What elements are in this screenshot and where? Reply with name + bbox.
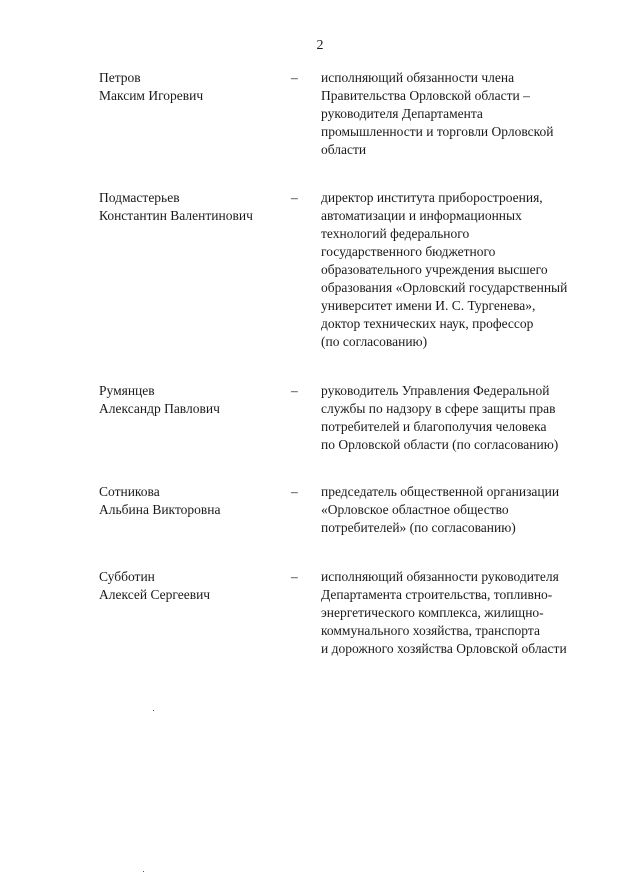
member-list [0, 69, 640, 676]
member-surname: Румянцев [99, 383, 155, 398]
position-line: Департамента строительства, топливно- [321, 587, 553, 602]
position-line: образования «Орловский государственный [321, 280, 568, 295]
member-given-names: Алексей Сергеевич [99, 587, 211, 602]
position-line: потребителей и благополучия человека [321, 419, 547, 434]
member-dash: – [291, 484, 298, 499]
member-position [321, 483, 621, 537]
position-line: службы по надзору в сфере защиты прав [321, 401, 556, 416]
position-line: автоматизации и информационных [321, 208, 522, 223]
member-position [321, 382, 621, 454]
position-line: доктор технических наук, профессор [321, 316, 534, 331]
position-line: исполняющий обязанности члена [321, 70, 515, 85]
position-line: исполняющий обязанности руководителя [321, 569, 559, 584]
scan-speck [153, 710, 154, 711]
member-surname: Сотникова [99, 484, 160, 499]
member-dash: – [291, 569, 298, 584]
member-entry [0, 568, 640, 658]
position-line: «Орловское областное общество [321, 502, 509, 517]
position-line: директор института приборостроения, [321, 190, 543, 205]
position-line: образовательного учреждения высшего [321, 262, 548, 277]
member-given-names: Александр Павлович [99, 401, 220, 416]
member-dash: – [291, 190, 298, 205]
member-given-names: Максим Игоревич [99, 88, 204, 103]
position-line: (по согласованию) [321, 334, 428, 349]
position-line: руководителя Департамента [321, 106, 483, 121]
position-line: технологий федерального [321, 226, 470, 241]
scan-speck [143, 871, 144, 872]
member-name [99, 568, 289, 604]
member-dash: – [291, 383, 298, 398]
page-number: 2 [316, 38, 324, 53]
member-surname: Петров [99, 70, 141, 85]
position-line: промышленности и торговли Орловской [321, 124, 554, 139]
member-entry [0, 69, 640, 159]
position-line: Правительства Орловской области – [321, 88, 530, 103]
member-surname: Субботин [99, 569, 155, 584]
position-line: государственного бюджетного [321, 244, 496, 259]
member-position [321, 189, 621, 351]
member-entry [0, 189, 640, 351]
position-line: коммунального хозяйства, транспорта [321, 623, 540, 638]
position-line: председатель общественной организации [321, 484, 560, 499]
member-name [99, 483, 289, 519]
member-given-names: Константин Валентинович [99, 208, 253, 223]
member-name [99, 382, 289, 418]
position-line: руководитель Управления Федеральной [321, 383, 550, 398]
position-line: энергетического комплекса, жилищно- [321, 605, 544, 620]
position-line: потребителей» (по согласованию) [321, 520, 516, 535]
position-line: области [321, 142, 367, 157]
member-position [321, 69, 621, 159]
member-entry [0, 483, 640, 537]
position-line: по Орловской области (по согласованию) [321, 437, 559, 452]
member-name [99, 189, 289, 225]
member-surname: Подмастерьев [99, 190, 180, 205]
member-entry [0, 382, 640, 454]
member-name [99, 69, 289, 105]
position-line: и дорожного хозяйства Орловской области [321, 641, 567, 656]
position-line: университет имени И. С. Тургенева», [321, 298, 536, 313]
member-given-names: Альбина Викторовна [99, 502, 221, 517]
member-dash: – [291, 70, 298, 85]
member-position [321, 568, 621, 658]
